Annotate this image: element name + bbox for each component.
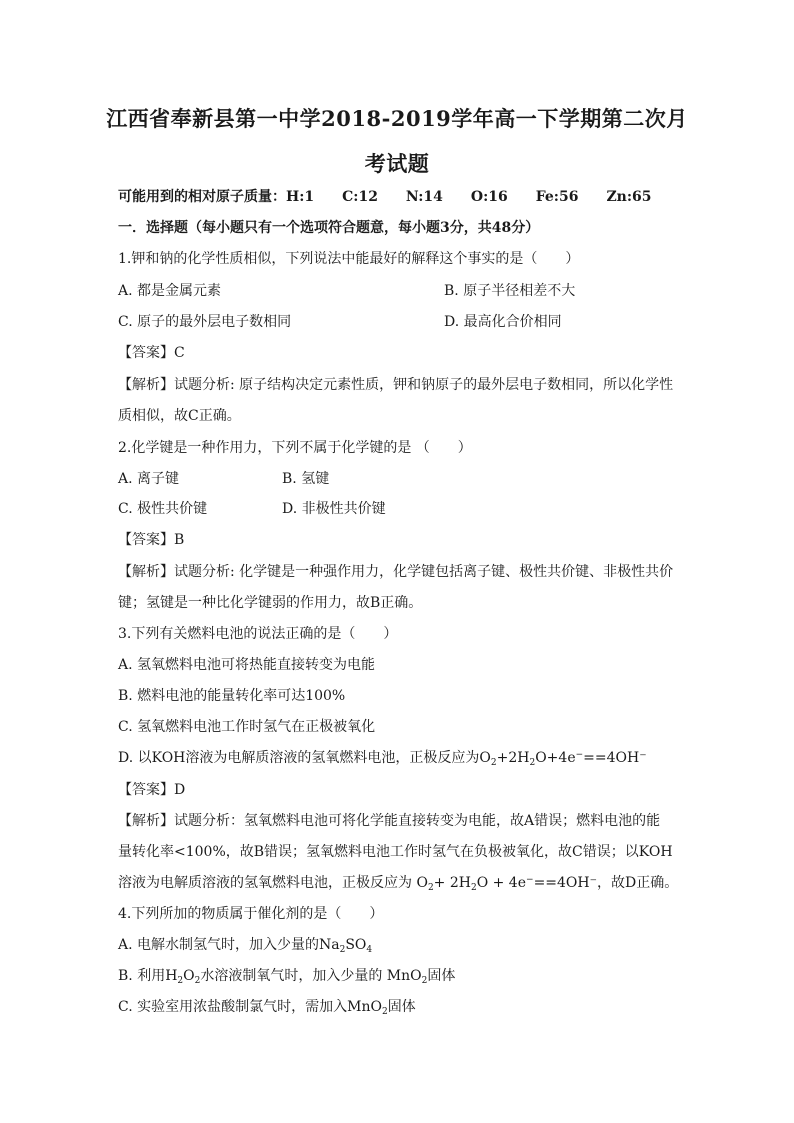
q2-option-c: C. 极性共价键 xyxy=(118,501,208,517)
q4-option-a: A. 电解水制氢气时，加入少量的$Na_2SO_4$ xyxy=(118,937,373,955)
q4-option-b-text: B. 利用H xyxy=(118,968,178,984)
q1-analysis-line2: 质相似，故C正确。 xyxy=(118,408,241,424)
q2-answer: 【答案】B xyxy=(118,532,185,548)
q4-option-c-tail: 固体 xyxy=(387,999,416,1015)
q1-option-a: A. 都是金属元素 xyxy=(118,283,222,299)
q3-option-a: A. 氢氧燃料电池可将热能直接转变为电能 xyxy=(118,657,376,673)
q4-option-b-tail: 固体 xyxy=(427,968,456,984)
q1-option-c: C. 原子的最外层电子数相同 xyxy=(118,314,292,330)
q1-stem: 1.钾和钠的化学性质相似，下列说法中能最好的解释这个事实的是（ ） xyxy=(118,251,580,267)
q3-analysis-line3-text: 溶液为电解质溶液的氢氧燃料电池，正极反应为 O xyxy=(118,875,428,891)
atomic-mass-line: 可能用到的相对原子质量：H:1 C:12 N:14 O:16 Fe:56 Zn:65 xyxy=(118,189,652,205)
q4-option-c: C. 实验室用浓盐酸制氯气时，需加入MnO$_2$固体 xyxy=(118,999,416,1017)
q3-answer: 【答案】D xyxy=(118,782,186,798)
section-heading: 一．选择题（每小题只有一个选项符合题意，每小题3分，共48分） xyxy=(118,220,540,236)
q2-option-b: B. 氢键 xyxy=(282,471,330,487)
q3-option-d-text: D. 以KOH溶液为电解质溶液的氢氧燃料电池，正极反应为O xyxy=(118,750,491,766)
q4-option-b-mid: 水溶液制氧气时，加入少量的 MnO xyxy=(200,968,422,984)
q1-analysis-line1: 【解析】试题分析: 原子结构决定元素性质，钾和钠原子的最外层电子数相同，所以化学性 xyxy=(118,377,674,393)
q4-option-c-text: C. 实验室用浓盐酸制氯气时，需加入MnO xyxy=(118,999,382,1015)
q1-option-b: B. 原子半径相差不大 xyxy=(444,283,576,299)
q3-option-c: C. 氢氧燃料电池工作时氢气在正极被氧化 xyxy=(118,719,376,735)
q4-stem: 4.下列所加的物质属于催化剂的是（ ） xyxy=(118,906,384,922)
q3-analysis-line1: 【解析】试题分析：氢氧燃料电池可将化学能直接转变为电能，故A错误；燃料电池的能 xyxy=(118,813,661,829)
q3-analysis-line3-tail: ==4OH⁻，故D正确。 xyxy=(533,875,679,891)
q3-analysis-line2: 量转化率<100%，故B错误；氢氧燃料电池工作时氢气在负极被氧化，故C错误；以KOH xyxy=(118,844,673,860)
q3-option-d-tail: ==4OH⁻ xyxy=(583,750,647,766)
exam-title-line2: 考试题 xyxy=(364,151,430,176)
q2-option-a: A. 离子键 xyxy=(118,471,180,487)
q1-option-d: D. 最高化合价相同 xyxy=(444,314,562,330)
q3-option-d: D. 以KOH溶液为电解质溶液的氢氧燃料电池，正极反应为$O_2+2H_2O+4e^-==4OH^-$ xyxy=(118,750,647,768)
q1-answer: 【答案】C xyxy=(118,345,185,361)
q3-option-b: B. 燃料电池的能量转化率可达100% xyxy=(118,688,346,704)
q3-analysis-line3: 溶液为电解质溶液的氢氧燃料电池，正极反应为 $O_2+ 2H_2O + 4e^-==4OH^-$，故D正确。 xyxy=(118,875,679,893)
q3-stem: 3.下列有关燃料电池的说法正确的是（ ） xyxy=(118,626,398,642)
exam-title-line1: 江西省奉新县第一中学2018-2019学年高一下学期第二次月 xyxy=(106,106,688,131)
q4-option-b: B. 利用$H_2O_2$水溶液制氧气时，加入少量的 MnO$_2$固体 xyxy=(118,968,456,986)
q4-option-a-text: A. 电解水制氢气时，加入少量的Na xyxy=(118,937,340,953)
q2-stem: 2.化学键是一种作用力，下列不属于化学键的是 （ ） xyxy=(118,440,472,456)
q2-analysis-line2: 键；氢键是一种比化学键弱的作用力，故B正确。 xyxy=(118,595,423,611)
q2-analysis-line1: 【解析】试题分析: 化学键是一种强作用力，化学键包括离子键、极性共价键、非极性共价 xyxy=(118,564,674,580)
q2-option-d: D. 非极性共价键 xyxy=(282,501,386,517)
